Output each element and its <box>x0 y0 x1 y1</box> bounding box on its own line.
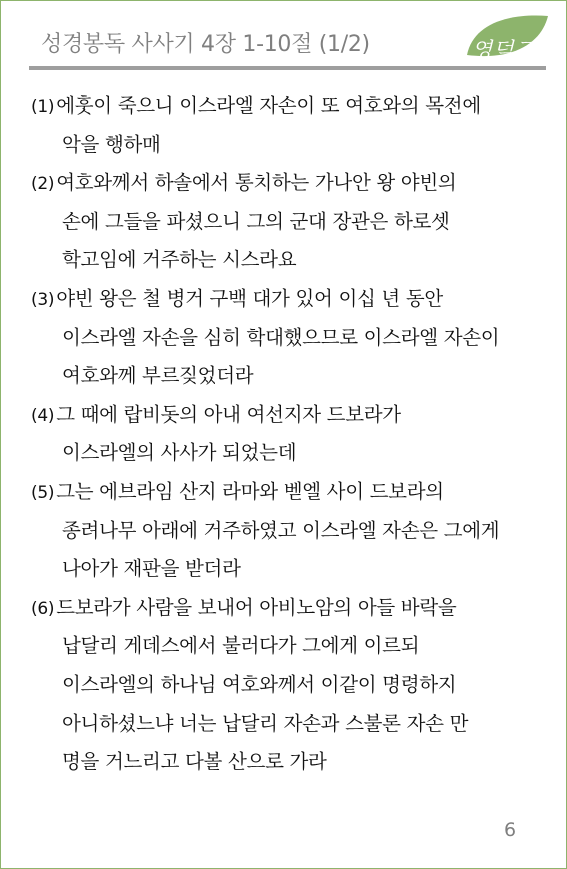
verse-line: 이스라엘의 사사가 되었는데 <box>62 441 297 465</box>
verse-line: 종려나무 아래에 거주하였고 이스라엘 자손은 그에게 <box>62 518 500 542</box>
logo-text: 영덕교회 <box>472 38 558 62</box>
verse-3 <box>31 280 563 396</box>
verse-line: 학고임에 거주하는 시스라요 <box>62 248 297 272</box>
verse-4 <box>31 396 563 473</box>
verse-6 <box>31 589 563 782</box>
verse-number: (2) <box>31 174 55 195</box>
verse-line <box>31 589 563 628</box>
verse-line <box>31 473 563 512</box>
verse-line <box>31 280 563 319</box>
verse-text: 드보라가 사람을 보내어 아비노암의 아들 바락을 <box>56 595 457 619</box>
verse-number: (6) <box>31 598 55 619</box>
header-divider <box>29 66 546 70</box>
verse-1 <box>31 87 563 164</box>
verse-2 <box>31 164 563 280</box>
verse-line: 악을 행하매 <box>62 132 161 156</box>
verse-line: 손에 그들을 파셨으니 그의 군대 장관은 하로셋 <box>62 209 450 233</box>
verse-line <box>31 396 563 435</box>
verse-line <box>31 164 563 203</box>
verse-text: 여호와께서 하솔에서 통치하는 가나안 왕 야빈의 <box>56 171 457 195</box>
verse-line: 이스라엘의 하나님 여호와께서 이같이 명령하지 <box>62 672 457 696</box>
verse-text: 야빈 왕은 철 병거 구백 대가 있어 이십 년 동안 <box>56 286 443 310</box>
verse-text: 그는 에브라임 산지 라마와 벧엘 사이 드보라의 <box>56 479 444 503</box>
verse-5 <box>31 473 563 589</box>
slide-title: 성경봉독 사사기 4장 1-10절 (1/2) <box>41 32 370 57</box>
verse-number: (4) <box>31 405 55 426</box>
verse-line: 이스라엘 자손을 심히 학대했으므로 이스라엘 자손이 <box>62 325 500 349</box>
verse-number: (3) <box>31 289 55 310</box>
verse-number: (5) <box>31 482 55 503</box>
slide-header <box>1 1 567 73</box>
verse-line: 아니하셨느냐 너는 납달리 자손과 스불론 자손 만 <box>62 711 469 735</box>
verse-line: 명을 거느리고 다볼 산으로 가라 <box>62 750 327 774</box>
verse-number: (1) <box>31 97 55 117</box>
verse-text: 그 때에 랍비돗의 아내 여선지자 드보라가 <box>56 402 401 426</box>
verse-line: 여호와께 부르짖었더라 <box>62 364 254 388</box>
verse-line: 납달리 게데스에서 불러다가 그에게 이르되 <box>62 634 420 658</box>
verse-list <box>31 87 563 782</box>
verse-line <box>31 87 563 126</box>
verse-text: 에훗이 죽으니 이스라엘 자손이 또 여호와의 목전에 <box>56 94 481 117</box>
church-logo <box>464 11 558 67</box>
page-number: 6 <box>504 819 517 841</box>
verse-line: 나아가 재판을 받더라 <box>62 557 241 581</box>
